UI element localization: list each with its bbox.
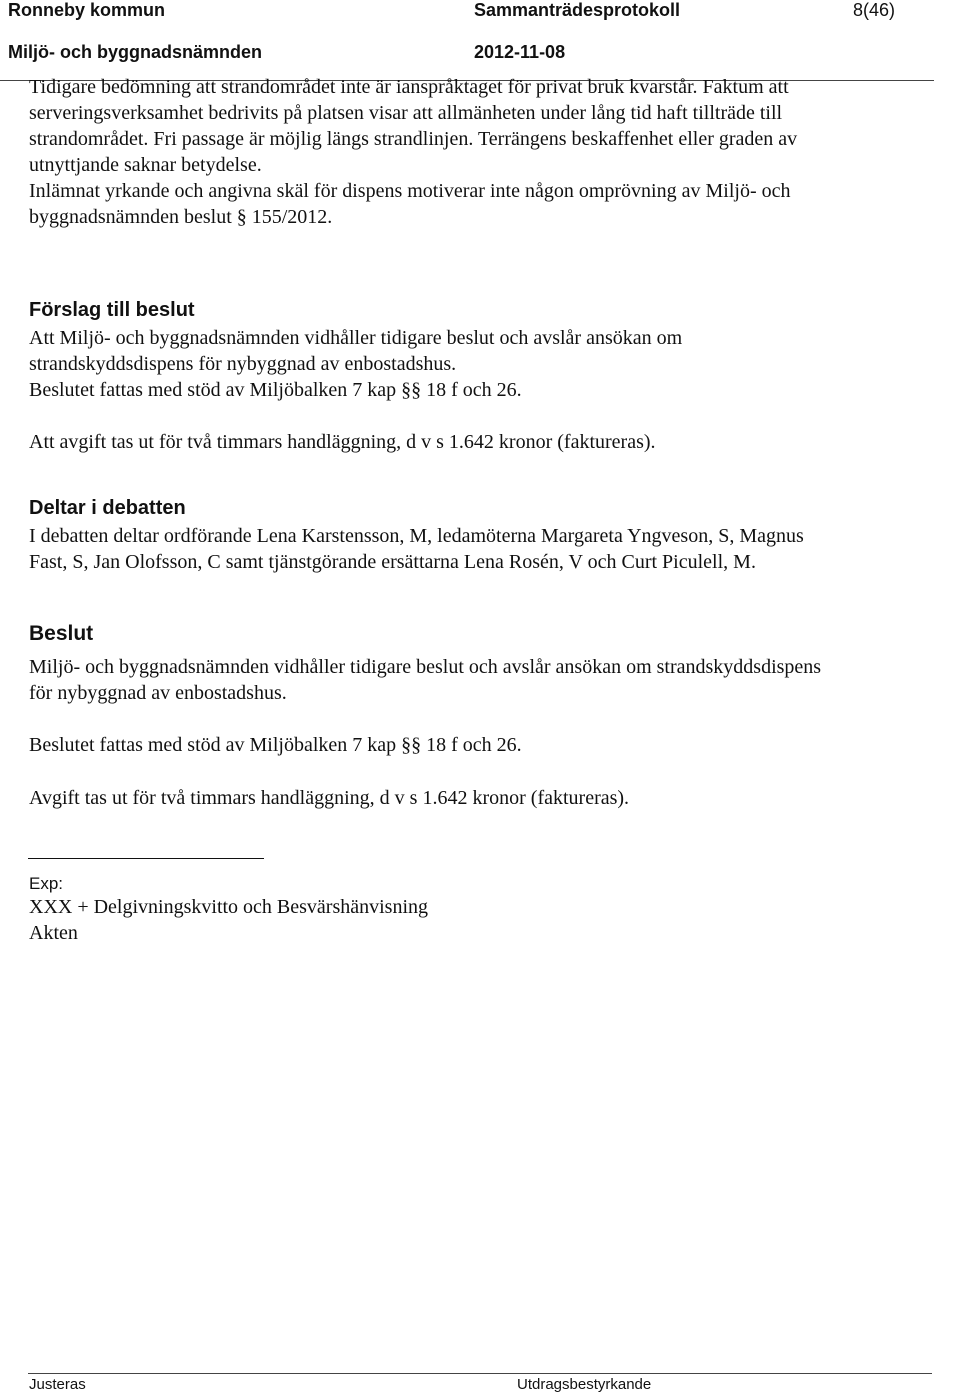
committee-name: Miljö- och byggnadsnämnden	[8, 42, 263, 62]
proposal-line: Att Miljö- och byggnadsnämnden vidhåller tidigare beslut och avslår ansökan om	[29, 327, 683, 349]
intro-line: Inlämnat yrkande och angivna skäl för dispens motiverar inte någon omprövning av Miljö- och	[29, 180, 791, 202]
proposal-line: strandskyddsdispens för nybyggnad av enbostadshus.	[29, 353, 457, 375]
proposal-heading: Förslag till beslut	[29, 299, 195, 321]
meeting-date: 2012-11-08	[474, 42, 566, 62]
intro-line: strandområdet. Fri passage är möjlig längs strandlinjen. Terrängens beskaffenhet eller graden av	[29, 128, 798, 150]
debate-line: I debatten deltar ordförande Lena Karstensson, M, ledamöterna Margareta Yngveson, S, Magnus	[29, 525, 804, 547]
intro-line: byggnadsnämnden beslut § 155/2012.	[29, 206, 333, 228]
distribution-label: Exp:	[29, 874, 64, 893]
decision-fee: Avgift tas ut för två timmars handläggning, d v s 1.642 kronor (faktureras).	[29, 787, 630, 809]
intro-line: Tidigare bedömning att strandområdet inte är ianspråktaget för privat bruk kvarstår. Faktum att	[29, 76, 789, 98]
debate-line: Fast, S, Jan Olofsson, C samt tjänstgörande ersättarna Lena Rosén, V och Curt Piculell, M.	[29, 551, 756, 573]
footer-divider	[28, 1373, 932, 1374]
proposal-fee: Att avgift tas ut för två timmars handläggning, d v s 1.642 kronor (faktureras).	[29, 431, 656, 453]
decision-legal-basis: Beslutet fattas med stöd av Miljöbalken 7 kap §§ 18 f och 26.	[29, 734, 522, 756]
decision-line: för nybyggnad av enbostadshus.	[29, 682, 287, 704]
decision-line: Miljö- och byggnadsnämnden vidhåller tidigare beslut och avslår ansökan om strandskyddsdispens	[29, 656, 822, 678]
document-type: Sammanträdesprotokoll	[474, 0, 681, 20]
intro-line: serveringsverksamhet bedrivits på platsen visar att allmänheten under lång tid haft tillträde till	[29, 102, 783, 124]
footer-utdragsbestyrkande: Utdragsbestyrkande	[517, 1376, 652, 1393]
page-number: 8(46)	[853, 0, 896, 20]
separator-line	[28, 858, 264, 859]
distribution-line: Akten	[29, 922, 78, 944]
proposal-line: Beslutet fattas med stöd av Miljöbalken 7 kap §§ 18 f och 26.	[29, 379, 522, 401]
debate-heading: Deltar i debatten	[29, 497, 186, 519]
organization-name: Ronneby kommun	[8, 0, 166, 20]
intro-line: utnyttjande saknar betydelse.	[29, 154, 262, 176]
footer-justeras: Justeras	[29, 1376, 86, 1393]
distribution-line: XXX + Delgivningskvitto och Besvärshänvisning	[29, 896, 429, 918]
decision-heading: Beslut	[29, 622, 94, 645]
